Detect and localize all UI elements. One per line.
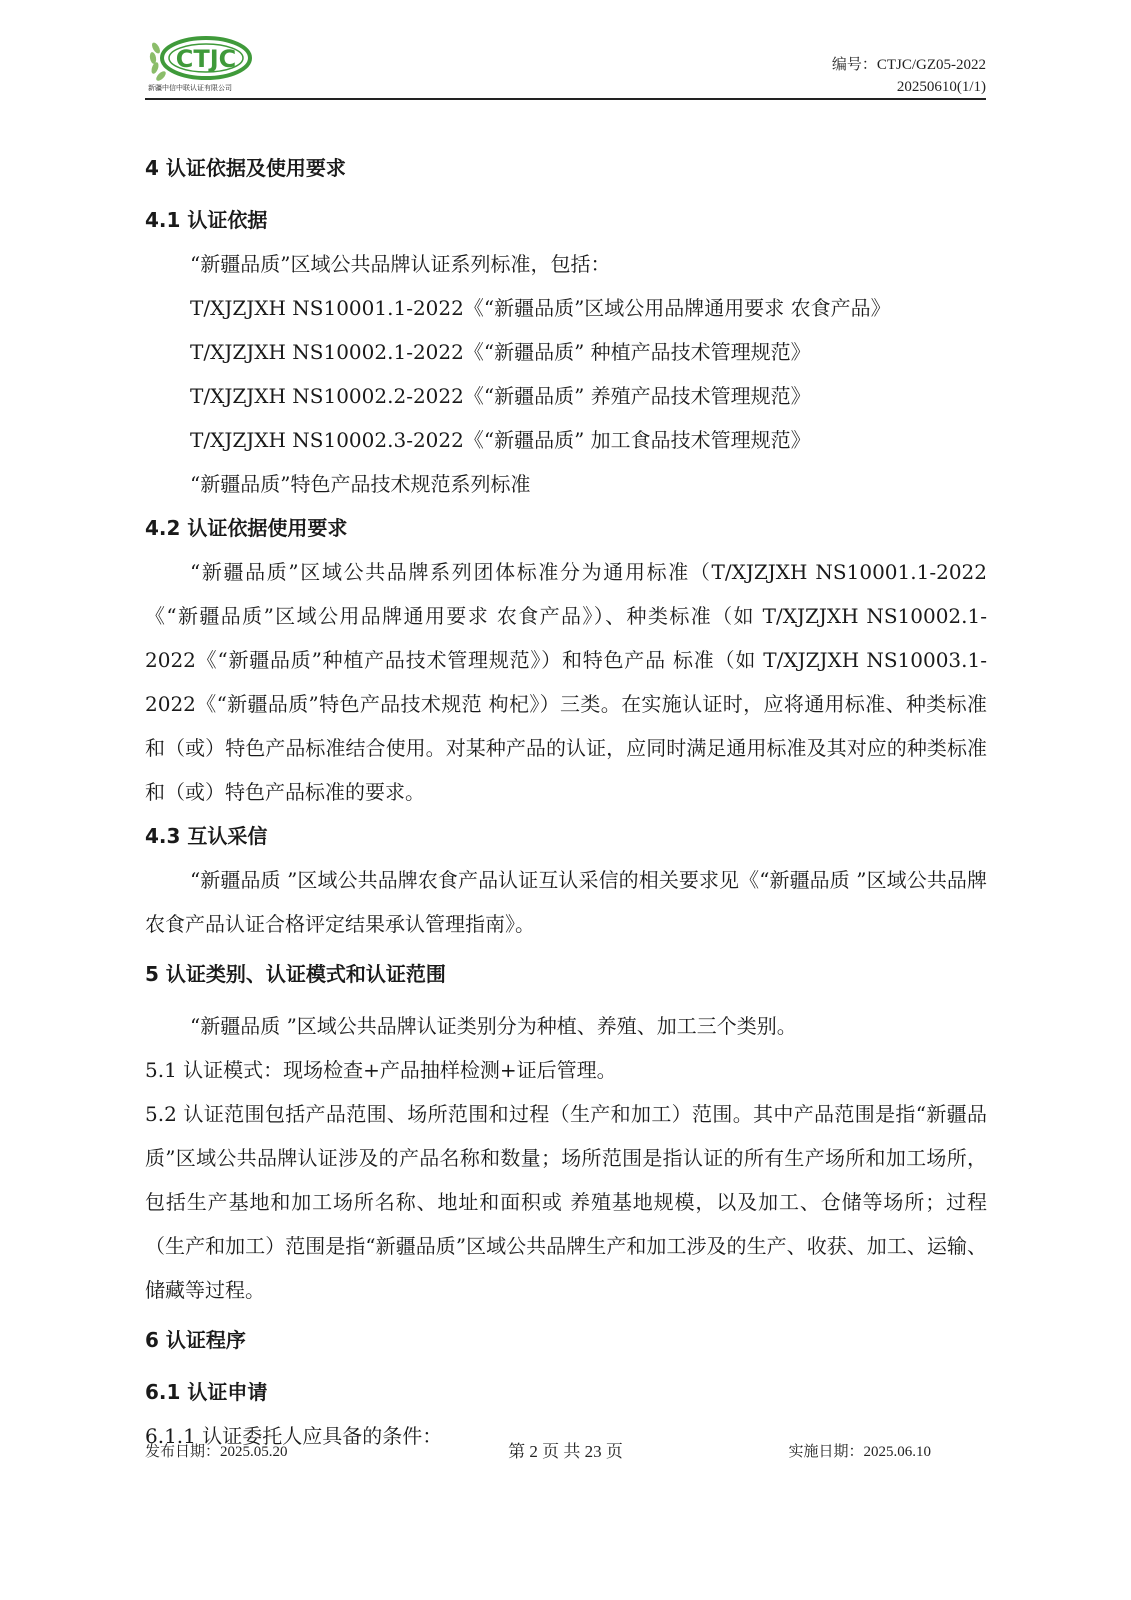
logo-text: CTJC <box>175 45 237 73</box>
document-body <box>145 140 987 1458</box>
standard-item: T/XJZJXH NS10002.1-2022《“新疆品质” 种植产品技术管理规范》 <box>190 340 811 364</box>
section-4-2-body: “新疆品质”区域公共品牌系列团体标准分为通用标准（T/XJZJXH NS10001.1-2022《“新疆品质”区域公用品牌通用要求 农食产品》）、种类标准（如 T/XJZJXH NS10002.1-2022《“新疆品质”种植产品技术管理规范》）和特色产品 标准（如 T/XJZJXH NS10003.1-2022《“新疆品质”特色产品技术规范 枸杞》）三类。在实施认证时，应将通用标准、种类标准和（或）特色产品标准结合使用。对某种产品的认证，应同时满足通用标准及其对应的种类标准和（或）特色产品标准的要求。 <box>145 560 987 804</box>
section-4-2-title: 4.2 认证依据使用要求 <box>145 516 348 540</box>
section-4-1-outro: “新疆品质”特色产品技术规范系列标准 <box>190 472 531 496</box>
section-6-title: 6 认证程序 <box>145 1328 246 1352</box>
standard-item: T/XJZJXH NS10002.2-2022《“新疆品质” 养殖产品技术管理规范》 <box>190 384 811 408</box>
standard-item: T/XJZJXH NS10001.1-2022《“新疆品质”区域公用品牌通用要求 农食产品》 <box>190 296 891 320</box>
section-5-1: 5.1 认证模式：现场检查+产品抽样检测+证后管理。 <box>145 1058 617 1082</box>
section-5-2: 5.2 认证范围包括产品范围、场所范围和过程（生产和加工）范围。其中产品范围是指“新疆品质”区域公共品牌认证涉及的产品名称和数量；场所范围是指认证的所有生产场所和加工场所，包括生产基地和加工场所名称、地址和面积或 养殖基地规模，以及加工、仓储等场所；过程（生产和加工）范围是指“新疆品质”区域公共品牌生产和加工涉及的生产、收获、加工、运输、储藏等过程。 <box>145 1102 987 1302</box>
standard-item: T/XJZJXH NS10002.3-2022《“新疆品质” 加工食品技术管理规范》 <box>190 428 811 452</box>
section-4-1-intro: “新疆品质”区域公共品牌认证系列标准，包括： <box>190 252 611 276</box>
doc-header-info <box>832 54 986 98</box>
section-4-1-title: 4.1 认证依据 <box>145 208 268 232</box>
doc-number: 编号：CTJC/GZ05-2022 <box>831 57 986 73</box>
company-name: 新疆中信中联认证有限公司 <box>148 84 232 92</box>
section-6-1-1: 6.1.1 认证委托人应具备的条件： <box>145 1424 443 1448</box>
issue-date: 发布日期：2025.05.20 <box>145 1444 288 1460</box>
doc-version: 20250610(1/1) <box>896 79 986 95</box>
header-divider <box>145 98 986 100</box>
section-4-3-body: “新疆品质 ”区域公共品牌农食产品认证互认采信的相关要求见《“新疆品质 ”区域公共品牌农食产品认证合格评定结果承认管理指南》。 <box>145 868 987 936</box>
effective-date: 实施日期：2025.06.10 <box>788 1444 931 1460</box>
section-5-body: “新疆品质 ”区域公共品牌认证类别分为种植、养殖、加工三个类别。 <box>190 1014 797 1038</box>
section-4-title: 4 认证依据及使用要求 <box>145 156 346 180</box>
ctjc-logo-icon <box>148 34 258 86</box>
page-number: 第 2 页 共 23 页 <box>508 1442 623 1461</box>
section-6-1-title: 6.1 认证申请 <box>145 1380 268 1404</box>
section-5-title: 5 认证类别、认证模式和认证范围 <box>145 962 446 986</box>
section-4-3-title: 4.3 互认采信 <box>145 824 268 848</box>
